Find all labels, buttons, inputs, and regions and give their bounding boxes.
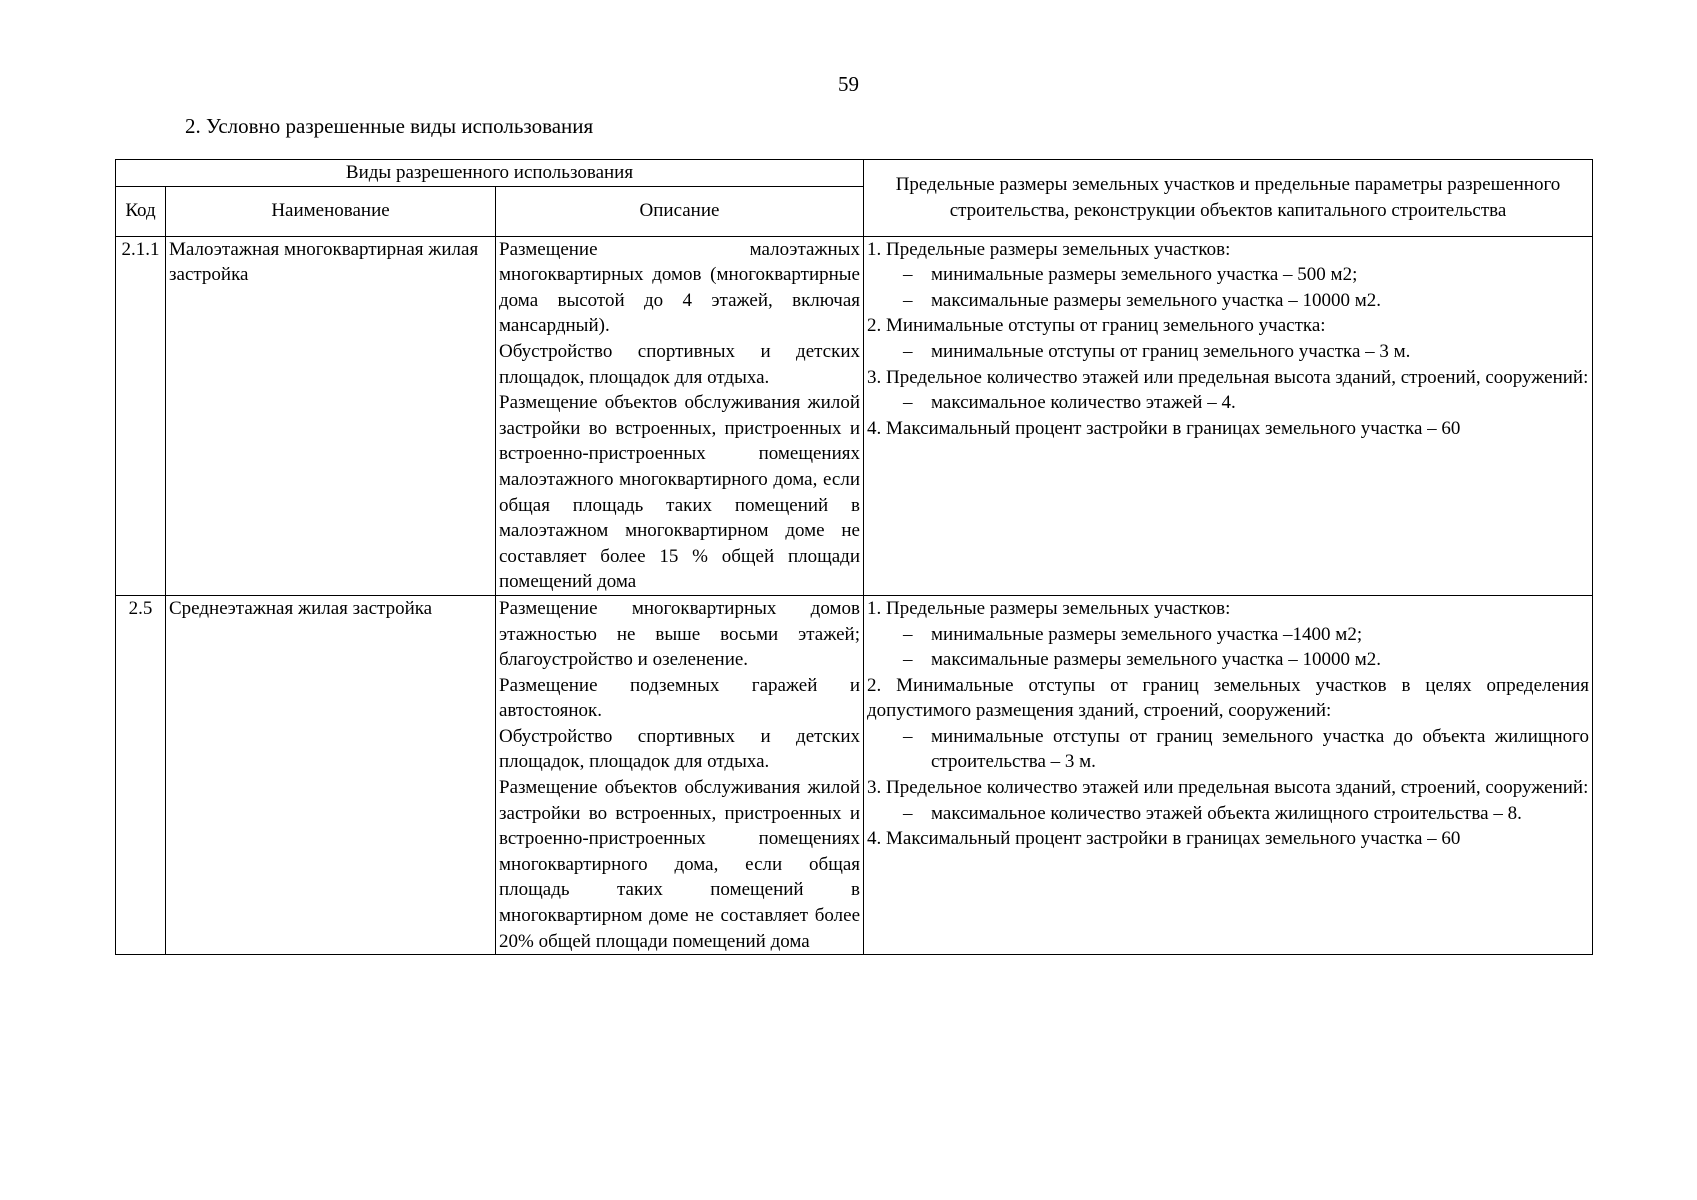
row-code: 2.5 xyxy=(116,595,166,954)
land-use-table xyxy=(115,159,1593,955)
description-paragraph: Размещение подземных гаражей и автостоянок. xyxy=(499,674,860,722)
parameter-item xyxy=(867,237,1589,314)
parameter-text: 3. Предельное количество этажей или предельная высота зданий, строений, сооружений: xyxy=(867,777,1589,799)
parameter-text: 1. Предельные размеры земельных участков: xyxy=(867,597,1231,619)
parameter-item xyxy=(867,416,1589,442)
description-paragraph: Обустройство спортивных и детских площадок, площадок для отдыха. xyxy=(499,725,860,773)
parameter-subitem: – максимальное количество этажей – 4. xyxy=(903,390,1589,416)
parameter-subitem: – минимальные отступы от границ земельного участка до объекта жилищного строительства – 3 м. xyxy=(903,724,1589,775)
row-code: 2.1.1 xyxy=(116,236,166,595)
page-number: 59 xyxy=(838,72,859,96)
header-description: Описание xyxy=(496,186,864,236)
parameter-text: 2. Минимальные отступы от границ земельного участка: xyxy=(867,315,1326,337)
description-paragraph: Размещение объектов обслуживания жилой застройки во встроенных, пристроенных и встроенно-пристроенных помещениях малоэтажного многоквартирного дома, если общая площадь таких помещений в малоэтажном многоквартирном доме не составляет более 15 % общей площади помещений дома xyxy=(499,392,860,593)
table-row xyxy=(116,595,1593,954)
section-title: 2. Условно разрешенные виды использования xyxy=(185,114,594,138)
parameter-subitem: – максимальные размеры земельного участка – 10000 м2. xyxy=(903,288,1589,314)
parameter-text: 2. Минимальные отступы от границ земельных участков в целях определения допустимого размещения зданий, строений, сооружений: xyxy=(867,674,1589,722)
parameter-text: 1. Предельные размеры земельных участков: xyxy=(867,238,1231,260)
row-description xyxy=(496,595,864,954)
parameter-subitem: – максимальные размеры земельного участка – 10000 м2. xyxy=(903,647,1589,673)
row-name: Малоэтажная многоквартирная жилая застройка xyxy=(166,236,496,595)
description-paragraph: Размещение малоэтажных многоквартирных домов (многоквартирные дома высотой до 4 этажей, включая мансардный). xyxy=(499,238,860,337)
parameter-text: 4. Максимальный процент застройки в границах земельного участка – 60 xyxy=(867,417,1461,439)
parameter-text: 4. Максимальный процент застройки в границах земельного участка – 60 xyxy=(867,828,1461,850)
row-description xyxy=(496,236,864,595)
parameter-subitem: – минимальные размеры земельного участка –1400 м2; xyxy=(903,622,1589,648)
table-row xyxy=(116,236,1593,595)
parameter-item xyxy=(867,673,1589,775)
row-parameters xyxy=(864,595,1593,954)
header-name: Наименование xyxy=(166,186,496,236)
parameter-item xyxy=(867,313,1589,364)
description-paragraph: Размещение многоквартирных домов этажностью не выше восьми этажей; благоустройство и озеленение. xyxy=(499,597,860,671)
row-parameters xyxy=(864,236,1593,595)
parameter-subitem: – максимальное количество этажей объекта жилищного строительства – 8. xyxy=(903,801,1589,827)
parameter-text: 3. Предельное количество этажей или предельная высота зданий, строений, сооружений: xyxy=(867,366,1589,388)
parameter-subitem: – минимальные размеры земельного участка – 500 м2; xyxy=(903,262,1589,288)
parameter-item xyxy=(867,596,1589,673)
row-name: Среднеэтажная жилая застройка xyxy=(166,595,496,954)
parameter-subitem: – минимальные отступы от границ земельного участка – 3 м. xyxy=(903,339,1589,365)
header-code: Код xyxy=(116,186,166,236)
description-paragraph: Обустройство спортивных и детских площадок, площадок для отдыха. xyxy=(499,340,860,388)
description-paragraph: Размещение объектов обслуживания жилой застройки во встроенных, пристроенных и встроенно-пристроенных помещениях многоквартирного дома, если общая площадь таких помещений в многоквартирном доме не составляет более 20% общей площади помещений дома xyxy=(499,777,860,952)
parameter-item xyxy=(867,826,1589,852)
parameter-item xyxy=(867,775,1589,826)
header-parameters: Предельные размеры земельных участков и предельные параметры разрешенного строительства, реконструкции объектов капитального строительства xyxy=(864,160,1593,237)
parameter-item xyxy=(867,365,1589,416)
header-permitted-uses: Виды разрешенного использования xyxy=(116,160,864,187)
